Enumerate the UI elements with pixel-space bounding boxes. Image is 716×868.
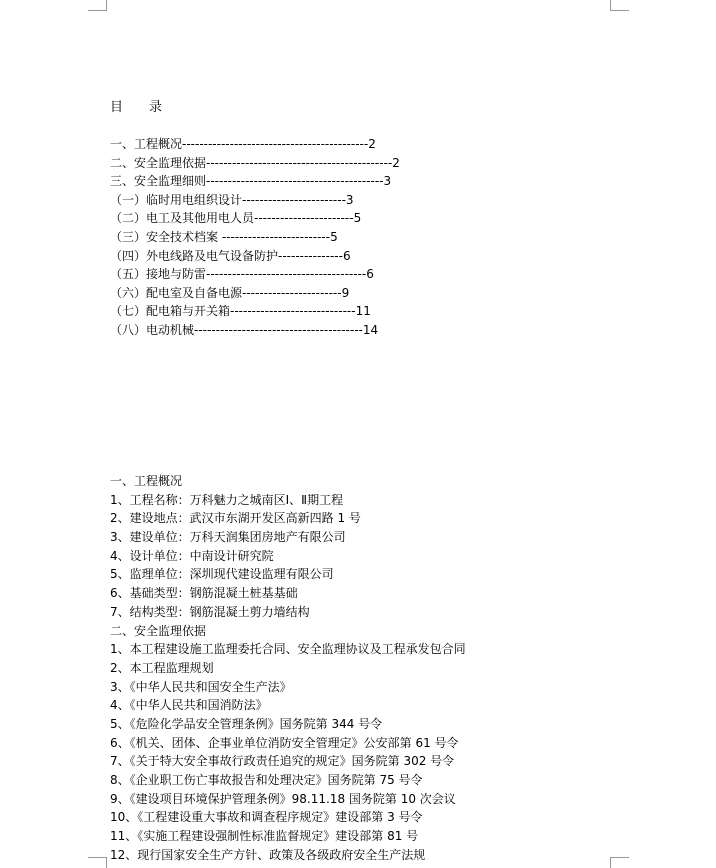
body-line: 6、《机关、团体、企事业单位消防安全管理定》公安部第 61 号令 — [110, 735, 459, 750]
toc-entry: （一）临时用电组织设计------------------------3 — [110, 192, 354, 207]
document-body — [110, 472, 466, 864]
body-line: 2、建设地点：武汉市东湖开发区高新四路 1 号 — [110, 511, 361, 526]
body-line: 1、工程名称：万科魅力之城南区Ⅰ、Ⅱ期工程 — [110, 492, 344, 507]
toc-entry: 三、安全监理细则-----------------------------------------3 — [110, 174, 392, 189]
body-line: 7、结构类型：钢筋混凝土剪力墙结构 — [110, 604, 310, 619]
toc-entry: （五）接地与防雷-------------------------------------6 — [110, 267, 374, 282]
body-line: 4、《中华人民共和国消防法》 — [110, 698, 268, 713]
body-line: 9、《建设项目环境保护管理条例》98.11.18 国务院第 10 次会议 — [110, 791, 456, 806]
section-heading: 一、工程概况 — [110, 474, 183, 488]
page-corner-mark — [88, 0, 107, 11]
body-line: 11、《实施工程建设强制性标准监督规定》建设部第 81 号 — [110, 829, 419, 844]
body-line: 7、《关于特大安全事故行政责任追究的规定》国务院第 302 号令 — [110, 754, 455, 769]
toc-entry: （八）电动机械---------------------------------------14 — [110, 322, 379, 337]
toc-title: 目 录 — [110, 100, 163, 115]
body-line: 2、本工程监理规划 — [110, 660, 214, 675]
body-line: 4、设计单位：中南设计研究院 — [110, 548, 274, 563]
toc-entry: （三）安全技术档案 -------------------------5 — [110, 229, 338, 244]
body-line: 3、建设单位：万科天润集团房地产有限公司 — [110, 530, 346, 545]
table-of-contents — [110, 135, 400, 340]
body-line: 5、《危险化学品安全管理条例》国务院第 344 号令 — [110, 716, 383, 731]
section-heading: 二、安全监理依据 — [110, 623, 207, 638]
body-line: 6、基础类型：钢筋混凝土桩基基础 — [110, 586, 298, 601]
body-line: 12、现行国家安全生产方针、政策及各级政府安全生产法规 — [110, 847, 426, 862]
toc-entry: 二、安全监理依据-------------------------------------------2 — [110, 155, 400, 170]
body-line: 8、《企业职工伤亡事故报告和处理决定》国务院第 75 号令 — [110, 773, 423, 787]
toc-entry: （六）配电室及自备电源-----------------------9 — [110, 285, 350, 300]
toc-entry: （七）配电箱与开关箱-----------------------------11 — [110, 304, 371, 319]
body-line: 3、《中华人民共和国安全生产法》 — [110, 679, 292, 694]
toc-entry: （二）电工及其他用电人员-----------------------5 — [110, 211, 362, 226]
toc-entry: 一、工程概况-------------------------------------------2 — [110, 137, 376, 151]
body-line: 5、监理单位：深圳现代建设监理有限公司 — [110, 567, 334, 582]
page-corner-mark — [88, 857, 107, 868]
body-line: 1、本工程建设施工监理委托合同、安全监理协议及工程承发包合同 — [110, 642, 466, 657]
page-corner-mark — [610, 857, 629, 868]
toc-entry: （四）外电线路及电气设备防护---------------6 — [110, 248, 351, 263]
page-corner-mark — [610, 0, 629, 11]
body-line: 10、《工程建设重大事故和调查程序规定》建设部第 3 号令 — [110, 810, 423, 825]
